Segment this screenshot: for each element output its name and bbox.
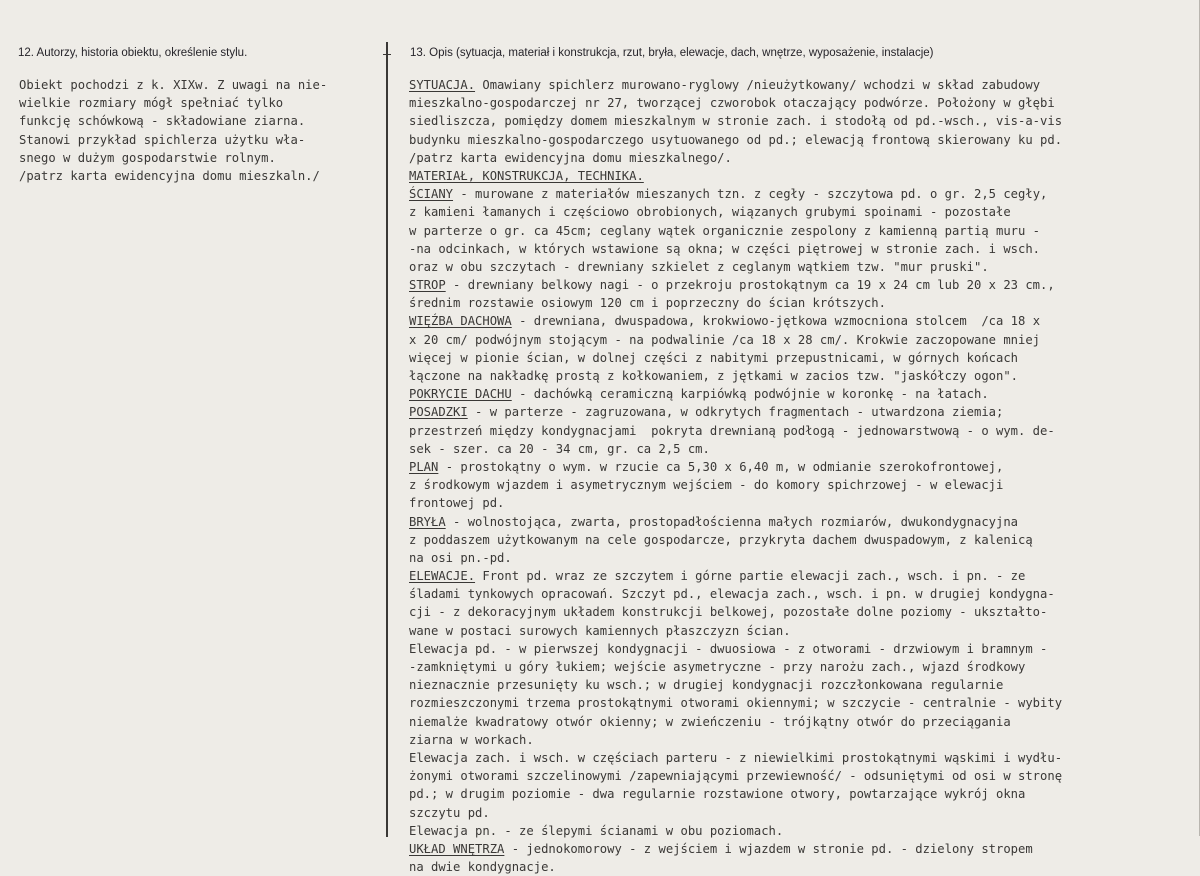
description-text: niemalże kwadratowy otwór okienny; w zwieńczeniu - trójkątny otwór do przeciągania (409, 714, 1011, 729)
description-text-line (409, 822, 1189, 840)
description-text-line (409, 531, 1189, 549)
description-text-line (409, 222, 1189, 240)
description-text: - drewniany belkowy nagi - o przekroju prostokątnym ca 19 x 24 cm lub 20 x 23 cm., (445, 278, 1055, 293)
description-text: ziarna w workach. (409, 732, 534, 747)
section-keyword: BRYŁA (409, 514, 446, 529)
description-text-line (409, 349, 1189, 367)
description-text-line (409, 603, 1189, 621)
description-text-line (409, 731, 1189, 749)
section-keyword: WIĘŹBA DACHOWA (409, 314, 512, 329)
description-text: siedliszcza, pomiędzy domem mieszkalnym w stronie zach. i stodołą od pd.-wsch., vis-a-vis (409, 114, 1063, 129)
description-text-column (409, 76, 1189, 876)
column-divider (386, 42, 388, 837)
description-text-line (409, 476, 1189, 494)
description-text-line (409, 767, 1189, 785)
description-text: Elewacja pd. - w pierwszej kondygnacji - dwuosiowa - z otworami - drzwiowym i bramnym - (409, 641, 1048, 656)
description-text-line (409, 294, 1189, 312)
section-13-heading: 13. Opis (sytuacja, materiał i konstrukcja, rzut, bryła, elewacje, dach, wnętrze, wyposażenie, instalacje) (410, 47, 934, 59)
description-text: średnim rozstawie osiowym 120 cm i poprzeczny do ścian krótszych. (409, 296, 886, 311)
description-text-line (409, 858, 1189, 876)
description-text-line (409, 422, 1189, 440)
history-text-line: wielkie rozmiary mógł spełniać tylko (19, 96, 284, 111)
description-text-line (409, 676, 1189, 694)
section-keyword: PLAN (409, 459, 439, 474)
description-text-line (409, 367, 1189, 385)
description-text-line (409, 312, 1189, 330)
description-text: oraz w obu szczytach - drewniany szkielet z ceglanym wątkiem tzw. "mur pruski". (409, 259, 989, 274)
description-text: Front pd. wraz ze szczytem i górne partie elewacji zach., wsch. i pn. - ze (475, 569, 1026, 584)
section-keyword: STROP (409, 278, 446, 293)
description-text-line (409, 640, 1189, 658)
description-text: z poddaszem użytkowanym na cele gospodarcze, przykryta dachem dwuspadowym, z kalenicą (409, 532, 1033, 547)
description-text-line (409, 804, 1189, 822)
description-text-line (409, 167, 1189, 185)
description-text: na dwie kondygnacje. (409, 860, 556, 875)
description-text-line (409, 549, 1189, 567)
description-text: śladami tynkowych opracowań. Szczyt pd., elewacja zach., wsch. i pn. w drugiej kondygna- (409, 587, 1055, 602)
history-text-line: funkcję schówkową - składowiane ziarna. (19, 114, 306, 129)
description-text: nieznacznie przesunięty ku wsch.; w drugiej kondygnacji rozczłonkowana regularnie (409, 678, 1004, 693)
description-text: w parterze o gr. ca 45cm; ceglany wątek organicznie zespolony z kamienną partią muru - (409, 223, 1041, 238)
description-text: /patrz karta ewidencyjna domu mieszkalnego/. (409, 150, 732, 165)
section-keyword: MATERIAŁ, KONSTRUKCJA, TECHNIKA. (409, 168, 644, 183)
description-text: cji - z dekoracyjnym układem konstrukcji belkowej, pozostałe dolne poziomy - ukształto- (409, 605, 1048, 620)
description-text: - prostokątny o wym. w rzucie ca 5,30 x 6,40 m, w odmianie szerokofrontowej, (438, 459, 1004, 474)
description-text: rozmieszczonymi trzema prostokątnymi otworami okiennymi; w szczycie - centralnie - wybity (409, 696, 1063, 711)
description-text: Elewacja pn. - ze ślepymi ścianami w obu poziomach. (409, 823, 784, 838)
section-keyword: ŚCIANY (409, 187, 454, 202)
description-text-line (409, 240, 1189, 258)
section-keyword: ELEWACJE. (409, 569, 476, 584)
description-text: x 20 cm/ podwójnym stojącym - na podwalinie /ca 18 x 28 cm/. Krokwie zaczopowane mniej (409, 332, 1041, 347)
description-text: - dachówką ceramiczną karpiówką podwójnie w koronkę - na łatach. (511, 387, 989, 402)
description-text: - jednokomorowy - z wejściem i wjazdem w stronie pd. - dzielony stropem (504, 841, 1033, 856)
description-text-line (409, 94, 1189, 112)
description-text: sek - szer. ca 20 - 34 cm, gr. ca 2,5 cm. (409, 441, 710, 456)
description-text: - wolnostojąca, zwarta, prostopadłościenna małych rozmiarów, dwukondygnacyjna (445, 514, 1019, 529)
description-text: więcej w pionie ścian, w dolnej części z nabitymi przepustnicami, w górnych końcach (409, 350, 1019, 365)
description-text: przestrzeń między kondygnacjami pokryta drewnianą podłogą - jednowarstwową - o wym. de- (409, 423, 1055, 438)
description-text: Elewacja zach. i wsch. w częściach parteru - z niewielkimi prostokątnymi wąskimi i wydłu- (409, 750, 1063, 765)
section-keyword: POKRYCIE DACHU (409, 387, 512, 402)
description-text: Omawiany spichlerz murowano-ryglowy /nieużytkowany/ wchodzi w skład zabudowy (475, 78, 1041, 92)
description-text-line (409, 258, 1189, 276)
history-text-line: Stanowi przykład spichlerza użytku wła- (19, 132, 306, 147)
description-text-line (409, 112, 1189, 130)
description-text-line (409, 403, 1189, 421)
description-text: łączone na nakładkę prostą z kołkowaniem, z jętkami w zacios tzw. "jaskółczy ogon". (409, 369, 1019, 383)
description-text-line (409, 840, 1189, 858)
description-text-line (409, 658, 1189, 676)
description-text: mieszkalno-gospodarczej nr 27, tworzącej czworobok otaczający podwórze. Położony w głębi (409, 96, 1055, 111)
description-text-line (409, 494, 1189, 512)
description-text: - w parterze - zagruzowana, w odkrytych fragmentach - utwardzona ziemia; (467, 405, 1004, 420)
description-text-line (409, 385, 1189, 403)
description-text-line (409, 585, 1189, 603)
history-text-line: Obiekt pochodzi z k. XIXw. Z uwagi na nie- (19, 78, 328, 92)
description-text-line (409, 331, 1189, 349)
section-keyword: UKŁAD WNĘTRZA (409, 841, 505, 856)
description-text-line (409, 713, 1189, 731)
description-text-line (409, 185, 1189, 203)
description-text: z środkowym wjazdem i asymetrycznym wejściem - do komory spichrzowej - w elewacji (409, 478, 1004, 493)
description-text: szczytu pd. (409, 805, 490, 820)
description-text: z kamieni łamanych i częściowo obrobionych, wiązanych grubymi spoinami - pozostałe (409, 205, 1011, 220)
description-text-line (409, 694, 1189, 712)
description-text: -na odcinkach, w których wstawione są okna; w części piętrowej w stronie zach. i wsch. (409, 241, 1041, 256)
description-text: frontowej pd. (409, 496, 505, 511)
description-text: pd.; w drugim poziomie - dwa regularnie rozstawione otwory, powtarzające wykrój okna (409, 787, 1026, 802)
history-text-line: snego w dużym gospodarstwie rolnym. (19, 150, 276, 165)
description-text-line (409, 567, 1189, 585)
description-text-line (409, 622, 1189, 640)
description-text: wane w postaci surowych kamiennych płaszczyzn ścian. (409, 623, 791, 638)
description-text: - murowane z materiałów mieszanych tzn. z cegły - szczytowa pd. o gr. 2,5 cegły, (453, 187, 1048, 202)
section-12-heading: 12. Autorzy, historia obiektu, określenie stylu. (18, 47, 248, 59)
description-text-line (409, 440, 1189, 458)
description-text-line (409, 276, 1189, 294)
description-text: na osi pn.-pd. (409, 550, 512, 565)
description-text-line (409, 513, 1189, 531)
history-text-line: /patrz karta ewidencyjna domu mieszkaln./ (19, 168, 320, 183)
description-text-line (409, 131, 1189, 149)
history-text-column (19, 76, 379, 185)
description-text-line (409, 785, 1189, 803)
section-keyword: SYTUACJA. (409, 78, 476, 92)
description-text: -zamkniętymi u góry łukiem; wejście asymetryczne - przy narożu zach., wjazd środkowy (409, 660, 1026, 674)
description-text-line (409, 149, 1189, 167)
description-text-line (409, 203, 1189, 221)
description-text: - drewniana, dwuspadowa, krokwiowo-jętkowa wzmocniona stolcem /ca 18 x (511, 314, 1041, 329)
description-text: żonymi otworami szczelinowymi /zapewniającymi przewiewność/ - odsuniętymi od osi w stronę (409, 769, 1063, 784)
description-text-line (409, 458, 1189, 476)
description-text-line (409, 76, 1189, 94)
description-text: budynku mieszkalno-gospodarczego usytuowanego od pd.; elewacją frontową skierowany ku pd. (409, 132, 1063, 147)
divider-tick-mark (383, 54, 391, 55)
description-text-line (409, 749, 1189, 767)
section-keyword: POSADZKI (409, 405, 468, 420)
